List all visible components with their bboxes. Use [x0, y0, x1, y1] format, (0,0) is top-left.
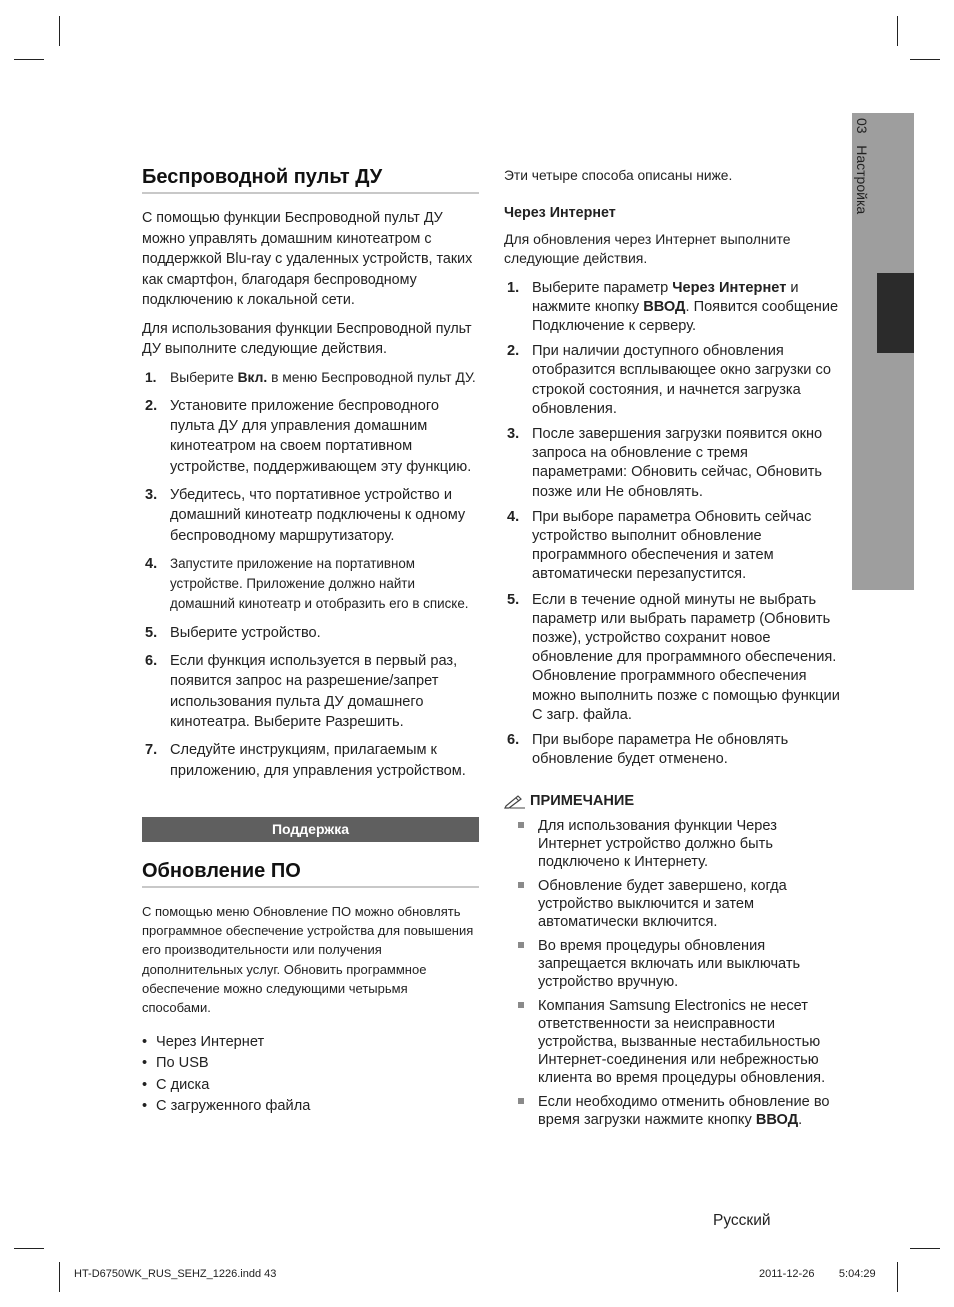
list-item [504, 937, 842, 991]
update-intro: С помощью меню Обновление ПО можно обновлять программное обеспечение устройства для повышения его производительности или получения дополнительных услуг. Обновить программное обеспечение можно следующими четырьмя способами. [142, 903, 474, 1016]
step-text: Выберите [170, 369, 238, 385]
step-bold: Через Интернет [672, 279, 787, 296]
list-item [504, 731, 842, 769]
chapter-number: 03 [854, 118, 870, 134]
crop-mark [910, 59, 940, 60]
footer-date: 2011-12-26 [759, 1268, 815, 1280]
step-number: 1. [145, 369, 157, 385]
crop-mark [14, 59, 44, 60]
list-item [504, 342, 842, 419]
list-item [504, 279, 842, 337]
support-section-bar: Поддержка [142, 817, 479, 842]
step-text: Если в течение одной минуты не выбрать параметр или выбрать параметр (Обновить позже), устройство сохранит новое обновление для программного обеспечения. Обновление программного обеспечения можно выполнить позже с помощью функции С загр. файла. [532, 591, 840, 723]
right-column [504, 166, 842, 1135]
list-item [142, 651, 479, 732]
pencil-icon [504, 793, 526, 809]
step-text: и нажмите кнопку [532, 279, 799, 315]
step-number: 5. [145, 624, 158, 641]
square-bullet-icon [518, 1002, 524, 1008]
method-text: По USB [156, 1055, 209, 1072]
method-text: С диска [156, 1076, 210, 1093]
crop-mark [59, 1262, 60, 1292]
list-item [142, 554, 479, 615]
step-number: 6. [145, 653, 158, 670]
step-number: 3. [507, 425, 520, 442]
section-title-update: Обновление ПО [142, 860, 479, 888]
page-language: Русский [713, 1212, 771, 1229]
step-text: Установите приложение беспроводного пульта ДУ для управления домашним кинотеатром на своем портативном устройстве, поддерживающем эту функцию. [170, 397, 472, 475]
bullet-icon: • [142, 1033, 148, 1050]
list-item [504, 877, 842, 931]
square-bullet-icon [518, 1098, 524, 1104]
bullet-icon: • [142, 1076, 148, 1093]
crop-mark [910, 1248, 940, 1249]
note-text: Если необходимо отменить обновление во время загрузки нажмите кнопку [538, 1094, 830, 1129]
list-item [142, 623, 479, 643]
note-text: Обновление будет завершено, когда устройство выключится и затем автоматически включится. [538, 878, 787, 931]
step-text: Если функция используется в первый раз, появится запрос на разрешение/запрет использования пульта ДУ домашнего кинотеатра. Выберите Разрешить. [170, 653, 458, 730]
method-text: С загруженного файла [156, 1098, 311, 1115]
step-text: Запустите приложение на портативном устройстве. Приложение должно найти домашний кинотеатр и отобразить его в списке. [170, 555, 469, 612]
wireless-instructions: Для использования функции Беспроводной пульт ДУ выполните следующие действия. [142, 320, 472, 357]
step-text: После завершения загрузки появится окно запроса на обновление с тремя параметрами: Обновить сейчас, Обновить позже или Не обновлять. [532, 425, 823, 500]
footer-time: 5:04:29 [838, 1268, 876, 1280]
list-item [142, 1053, 479, 1075]
note-bold: ВВОД [755, 1112, 799, 1129]
bullet-icon: • [142, 1098, 148, 1115]
footer-file: HT-D6750WK_RUS_SEHZ_1226.indd 43 [74, 1268, 277, 1280]
note-text: Компания Samsung Electronics не несет ответственности за неисправности устройства, вызванные нестабильностью Интернет-соединения или небрежностью клиента во время процедуры обновления. [538, 998, 826, 1087]
note-text: . [798, 1112, 803, 1129]
internet-intro: Для обновления через Интернет выполните следующие действия. [504, 230, 791, 266]
bullet-icon: • [142, 1055, 148, 1072]
note-list [504, 817, 842, 1129]
subsection-title-internet: Через Интернет [504, 204, 616, 221]
note-text: Для использования функции Через Интернет устройство должно быть подключено к Интернету. [538, 818, 777, 871]
list-item [504, 508, 842, 585]
wireless-intro: С помощью функции Беспроводной пульт ДУ можно управлять домашним кинотеатром с поддержкой Blu-ray с удаленных устройств, таких как смартфон, благодаря беспроводному подключению к локальной сети. [142, 210, 473, 308]
list-item [142, 1032, 479, 1054]
crop-mark [897, 16, 898, 46]
internet-steps [504, 279, 842, 770]
step-number: 6. [507, 731, 520, 748]
wireless-steps [142, 368, 479, 781]
list-item [142, 396, 479, 477]
list-item [504, 591, 842, 725]
section-title-wireless: Беспроводной пульт ДУ [142, 166, 479, 194]
step-text: . Появится сообщение Подключение к серверу. [532, 298, 839, 334]
method-text: Через Интернет [156, 1033, 265, 1050]
step-text: Следуйте инструкциям, прилагаемым к приложению, для управления устройством. [170, 742, 466, 779]
update-methods [142, 1032, 479, 1118]
list-item [142, 1075, 479, 1097]
step-number: 5. [507, 591, 520, 608]
step-bold: Вкл. [237, 369, 268, 385]
methods-intro: Эти четыре способа описаны ниже. [504, 168, 733, 183]
step-number: 1. [507, 279, 520, 296]
list-item [142, 740, 479, 781]
step-text: в меню Беспроводной пульт ДУ. [267, 369, 476, 385]
list-item [142, 485, 479, 546]
footer-timestamp [759, 1268, 876, 1280]
crop-mark [59, 16, 60, 46]
square-bullet-icon [518, 882, 524, 888]
note-title: ПРИМЕЧАНИЕ [530, 793, 635, 810]
step-bold: ВВОД [643, 298, 686, 315]
list-item [142, 1096, 479, 1118]
note-text: Во время процедуры обновления запрещается включать или выключать устройство вручную. [538, 938, 801, 991]
step-number: 3. [145, 486, 158, 503]
step-number: 7. [145, 742, 158, 759]
left-column [142, 166, 479, 1118]
chapter-side-tab-marker [877, 273, 914, 353]
list-item [504, 997, 842, 1087]
step-number: 4. [507, 508, 520, 525]
step-text: При выборе параметра Обновить сейчас устройство выполнит обновление программного обеспечения и затем автоматически перезапустится. [532, 508, 812, 583]
step-text: Убедитесь, что портативное устройство и домашний кинотеатр подключены к одному беспроводному маршрутизатору. [170, 486, 466, 544]
step-text: Выберите устройство. [170, 624, 321, 641]
list-item [504, 817, 842, 871]
step-text: При наличии доступного обновления отобразится всплывающее окно загрузки со строкой состояния, и начнется загрузка обновления. [532, 343, 832, 417]
list-item [504, 1093, 842, 1129]
crop-mark [897, 1262, 898, 1292]
square-bullet-icon [518, 822, 524, 828]
note-heading [504, 791, 842, 811]
crop-mark [14, 1248, 44, 1249]
square-bullet-icon [518, 942, 524, 948]
step-text: Выберите параметр [532, 279, 673, 296]
list-item [142, 368, 479, 388]
step-number: 2. [507, 343, 520, 360]
chapter-side-label [850, 118, 874, 278]
step-text: При выборе параметра Не обновлять обновление будет отменено. [532, 731, 789, 768]
list-item [504, 425, 842, 502]
chapter-section: Настройка [854, 145, 870, 215]
step-number: 4. [145, 555, 158, 572]
step-number: 2. [145, 397, 158, 414]
